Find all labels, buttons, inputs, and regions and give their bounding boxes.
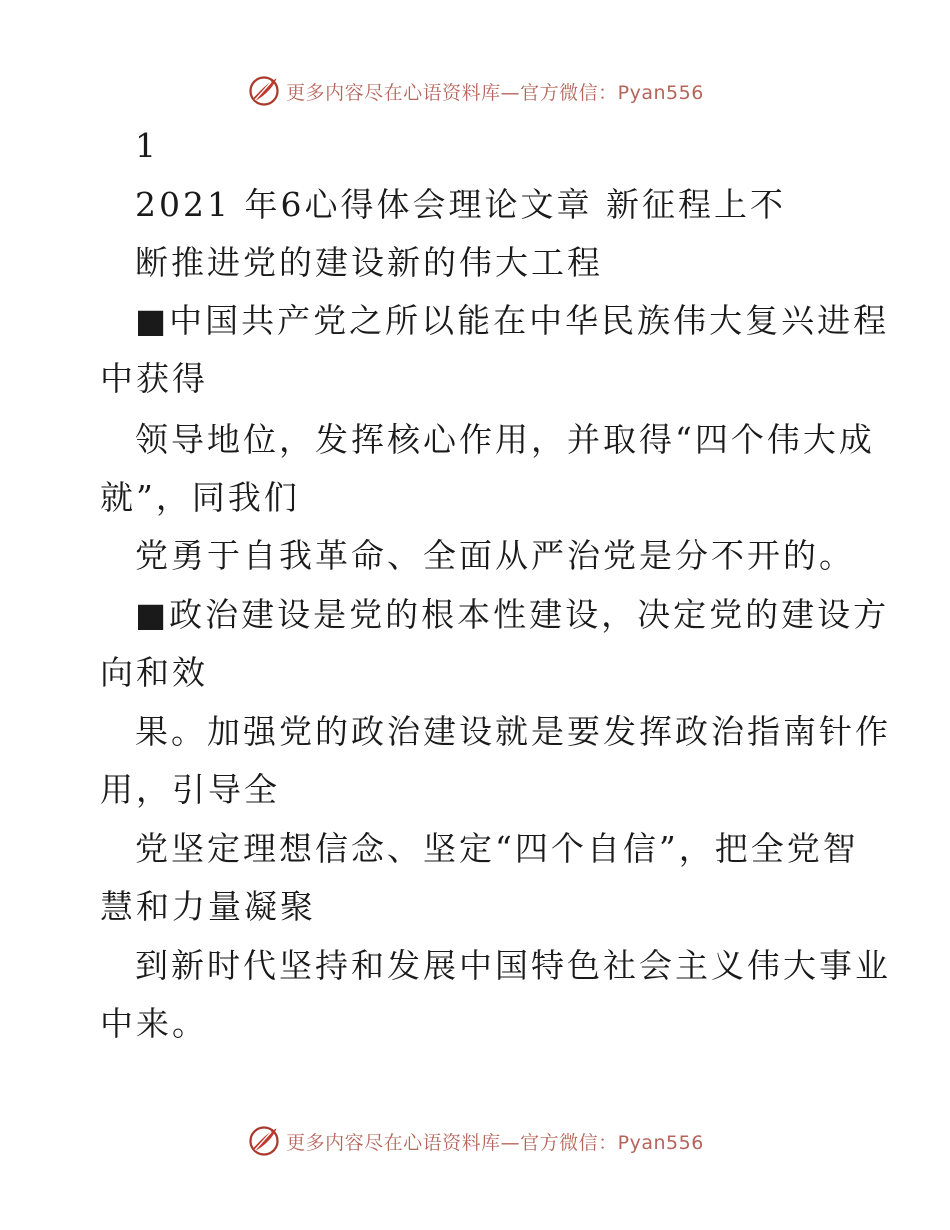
paragraph-line: ■政治建设是党的根本性建设，决定党的建设方 xyxy=(135,595,890,634)
paragraph-line: 到新时代坚持和发展中国特色社会主义伟大事业 xyxy=(135,946,891,985)
paragraph-line: 领导地位，发挥核心作用，并取得“四个伟大成 xyxy=(135,420,875,459)
watermark-text: 更多内容尽在心语资料库—官方微信：Pyan556 xyxy=(286,1131,704,1154)
header-watermark xyxy=(0,71,950,111)
feather-pen-logo-icon xyxy=(246,73,282,109)
paragraph-line: 党坚定理想信念、坚定“四个自信”，把全党智 xyxy=(135,829,859,868)
paragraph-line: 用，引导全 xyxy=(100,770,280,809)
title-line-1: 2021 年6心得体会理论文章 新征程上不 xyxy=(135,185,786,224)
watermark-text: 更多内容尽在心语资料库—官方微信：Pyan556 xyxy=(286,81,704,104)
title-line-2: 断推进党的建设新的伟大工程 xyxy=(135,243,603,282)
paragraph-line: 党勇于自我革命、全面从严治党是分不开的。 xyxy=(135,536,855,575)
paragraph-line: 果。加强党的政治建设就是要发挥政治指南针作 xyxy=(135,712,891,751)
paragraph-line: 向和效 xyxy=(100,653,208,692)
feather-pen-logo-icon xyxy=(246,1123,282,1159)
page-number: 1 xyxy=(135,126,159,165)
footer-watermark xyxy=(0,1121,950,1161)
paragraph-line: 慧和力量凝聚 xyxy=(100,887,316,926)
paragraph-line: 就”，同我们 xyxy=(100,478,300,517)
paragraph-line: 中来。 xyxy=(100,1004,208,1043)
paragraph-line: 中获得 xyxy=(100,359,208,398)
paragraph-line: ■中国共产党之所以能在中华民族伟大复兴进程 xyxy=(135,301,890,340)
